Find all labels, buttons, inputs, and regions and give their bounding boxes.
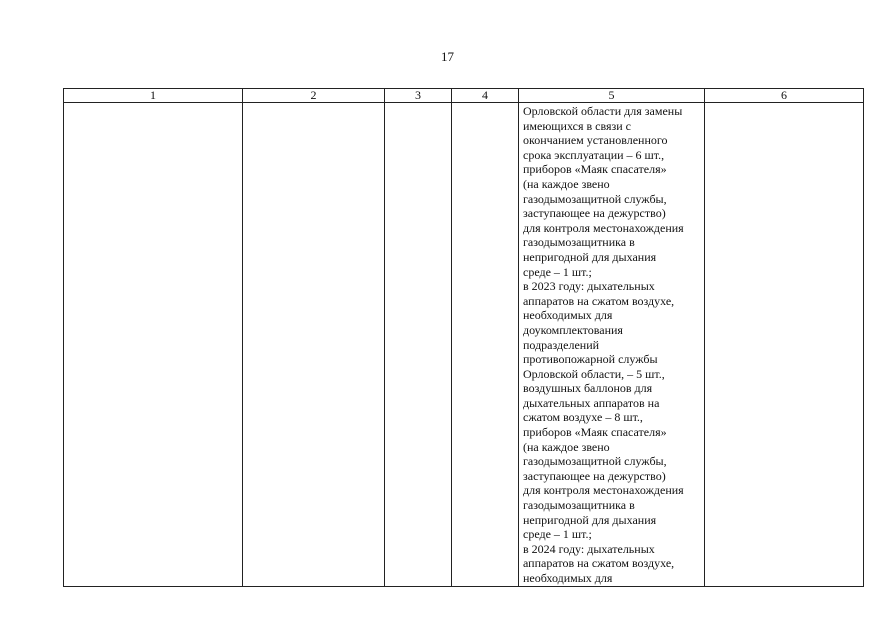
cell-text-line: (на каждое звено	[523, 439, 610, 454]
cell-text-line: (на каждое звено	[523, 176, 610, 191]
cell-text-line: заступающее на дежурство)	[523, 468, 666, 483]
cell-text-line: имеющихся в связи с	[523, 118, 631, 133]
cell-text-line: приборов «Маяк спасателя»	[523, 162, 667, 177]
cell-text-line: Орловской области для замены	[523, 104, 683, 118]
cell-col-4	[452, 103, 519, 587]
cell-col-5	[519, 103, 705, 587]
cell-col-1	[64, 103, 243, 587]
column-header-3: 3	[385, 89, 452, 103]
cell-text-line: газодымозащитника в	[523, 235, 635, 250]
cell-text-line: среде – 1 шт.;	[523, 527, 592, 542]
cell-text-line: доукомплектования	[523, 322, 623, 337]
cell-text-line: в 2023 году: дыхательных	[523, 279, 655, 294]
cell-text-line: газодымозащитной службы,	[523, 191, 667, 206]
column-header-1: 1	[64, 89, 243, 103]
cell-text-line: подразделений	[523, 337, 600, 352]
cell-col-2	[243, 103, 385, 587]
table-header-row	[64, 89, 864, 103]
page-number: 17	[441, 49, 454, 64]
cell-text-line: Орловской области, – 5 шт.,	[523, 366, 665, 381]
cell-text-line: в 2024 году: дыхательных	[523, 541, 655, 556]
cell-text-line: срока эксплуатации – 6 шт.,	[523, 147, 665, 162]
cell-text-line: газодымозащитной службы,	[523, 454, 667, 469]
cell-text-line: для контроля местонахождения	[523, 220, 684, 235]
column-header-4: 4	[452, 89, 519, 103]
column-header-6: 6	[705, 89, 864, 103]
column-header-2: 2	[243, 89, 385, 103]
cell-text-line: для контроля местонахождения	[523, 483, 684, 498]
cell-text-line: приборов «Маяк спасателя»	[523, 425, 667, 440]
cell-text-line: сжатом воздухе – 8 шт.,	[523, 410, 643, 425]
cell-text-line: необходимых для	[523, 571, 613, 585]
cell-text-line: заступающее на дежурство)	[523, 206, 666, 221]
cell-col-6	[705, 103, 864, 587]
table-row	[64, 103, 864, 587]
cell-text-line: газодымозащитника в	[523, 498, 635, 513]
cell-text-line: необходимых для	[523, 308, 613, 323]
cell-text-line: дыхательных аппаратов на	[523, 395, 660, 410]
cell-text-line: окончанием установленного	[523, 133, 668, 148]
cell-text-line: аппаратов на сжатом воздухе,	[523, 556, 675, 571]
cell-text-line: среде – 1 шт.;	[523, 264, 592, 279]
cell-text-line: непригодной для дыхания	[523, 512, 657, 527]
document-table	[63, 88, 864, 587]
cell-text-line: аппаратов на сжатом воздухе,	[523, 293, 675, 308]
cell-text-line: непригодной для дыхания	[523, 249, 657, 264]
cell-text-line: воздушных баллонов для	[523, 381, 653, 396]
cell-text-line: противопожарной службы	[523, 352, 658, 367]
column-header-5: 5	[519, 89, 705, 103]
cell-col-3	[385, 103, 452, 587]
